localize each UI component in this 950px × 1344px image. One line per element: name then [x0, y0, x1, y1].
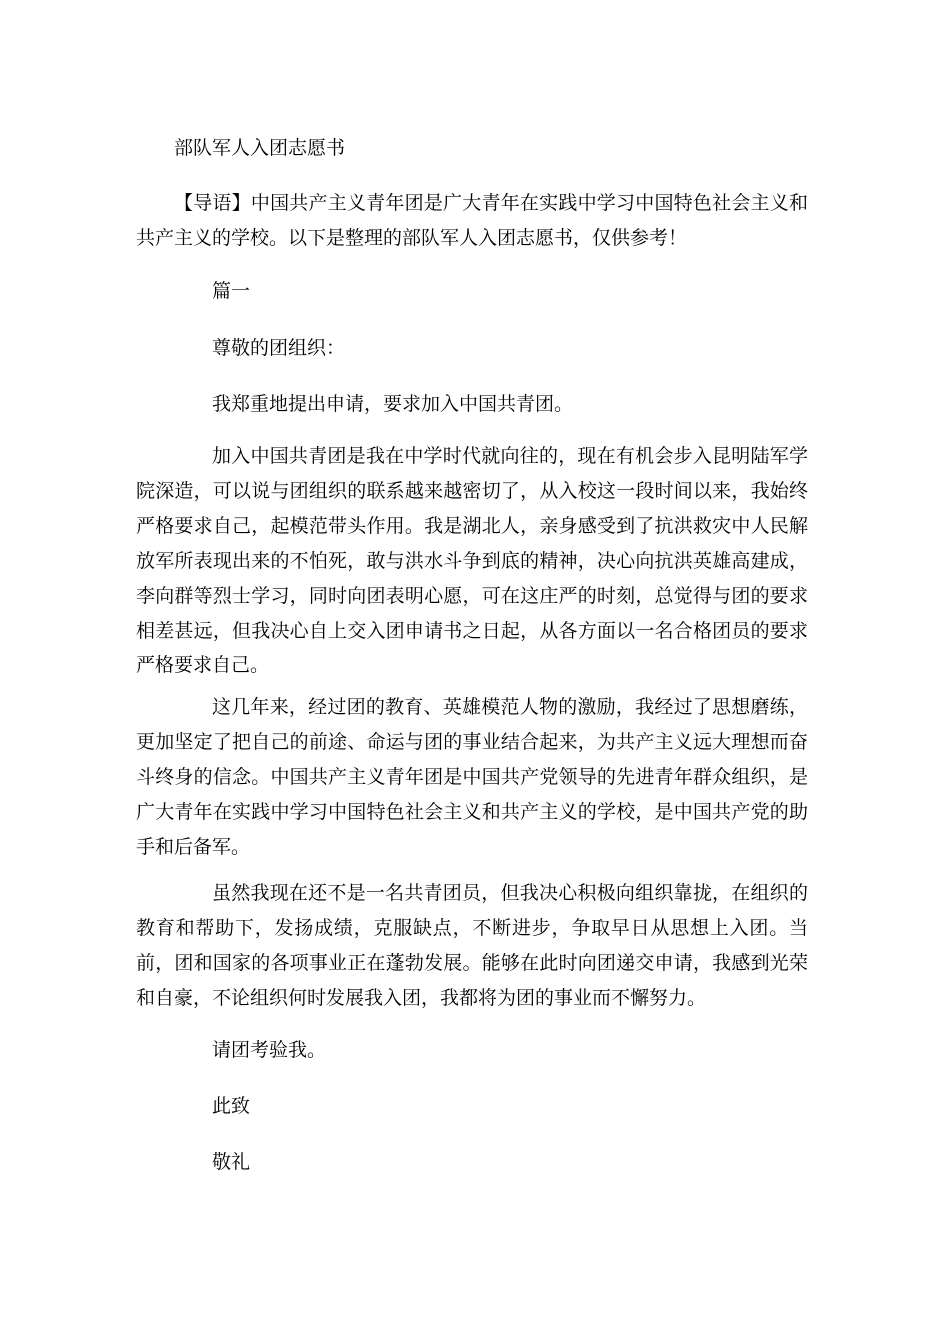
closing-request: 请团考验我。 [212, 1039, 327, 1061]
section-label: 篇一 [212, 280, 251, 302]
body-paragraph-1: 我郑重地提出申请，要求加入中国共青团。 [212, 393, 574, 415]
closing-jingli: 敬礼 [212, 1151, 251, 1173]
document-title: 部队军人入团志愿书 [174, 137, 346, 159]
body-paragraph-2: 加入中国共青团是我在中学时代就向往的，现在有机会步入昆明陆军学院深造，可以说与团组织的联系越来越密切了，从入校这一段时间以来，我始终严格要求自己，起模范带头作用。我是湖北人，亲身感受到了抗洪救灾中人民解放军所表现出来的不怕死，敢与洪水斗争到底的精神，决心向抗洪英雄高建成，李向群等烈士学习，同时向团表明心愿，可在这庄严的时刻，总觉得与团的要求相差甚远，但我决心自上交入团申请书之日起，从各方面以一名合格团员的要求严格要求自己。 [136, 445, 808, 677]
closing-zhici: 此致 [212, 1095, 251, 1117]
body-paragraph-3: 这几年来，经过团的教育、英雄模范人物的激励，我经过了思想磨练，更加坚定了把自己的前途、命运与团的事业结合起来，为共产主义远大理想而奋斗终身的信念。中国共产主义青年团是中国共产党领导的先进青年群众组织，是广大青年在实践中学习中国特色社会主义和共产主义的学校，是中国共产党的助手和后备军。 [136, 696, 808, 858]
body-paragraph-4: 虽然我现在还不是一名共青团员，但我决心积极向组织靠拢，在组织的教育和帮助下，发扬成绩，克服缺点，不断进步，争取早日从思想上入团。当前，团和国家的各项事业正在蓬勃发展。能够在此时向团递交申请，我感到光荣和自豪，不论组织何时发展我入团，我都将为团的事业而不懈努力。 [136, 882, 808, 1009]
salutation: 尊敬的团组织： [212, 337, 346, 359]
lead-paragraph: 【导语】中国共产主义青年团是广大青年在实践中学习中国特色社会主义和共产主义的学校。以下是整理的部队军人入团志愿书，仅供参考！ [136, 192, 808, 249]
